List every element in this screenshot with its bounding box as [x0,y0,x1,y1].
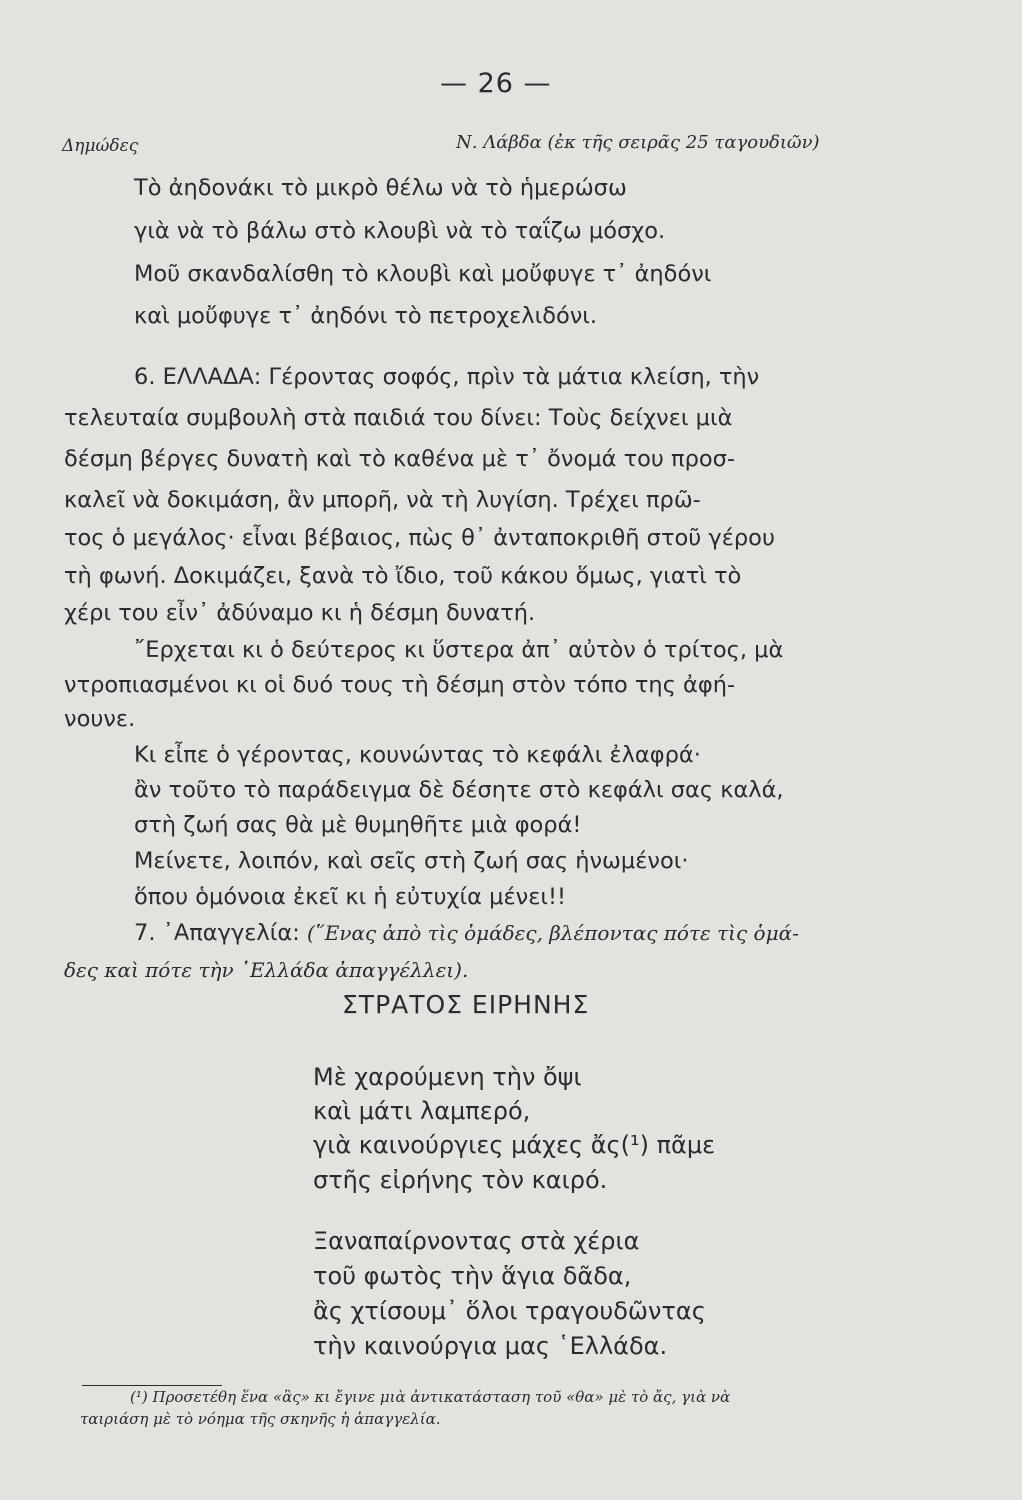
speech-line: ἂν τοῦτο τὸ παράδειγμα δὲ δέσητε στὸ κεφάλι σας καλά, [134,777,784,803]
section6-line: 6. ΕΛΛΑΔΑ: Γέροντας σοφός, πρὶν τὰ μάτια κλείση, τὴν [134,364,760,390]
poem-line: Μὲ χαρούμενη τὴν ὄψι [313,1063,582,1091]
poem-line: ἂς χτίσουμ᾿ ὅλοι τραγουδῶντας [313,1297,706,1325]
section6-line: τὴ φωνή. Δοκιμάζει, ξανὰ τὸ ἴδιο, τοῦ κάκου ὅμως, γιατὶ τὸ [64,563,742,589]
poem-line: καὶ μάτι λαμπερό, [313,1097,531,1125]
poem-title: ΣΤΡΑΤΟΣ ΕΙΡΗΝΗΣ [342,990,590,1019]
section7-note-continued: δες καὶ πότε τὴν ῾Ελλάδα ἀπαγγέλλει). [64,958,469,982]
song-line: γιὰ νὰ τὸ βάλω στὸ κλουβὶ νὰ τὸ ταΐζω μόσχο. [134,218,666,244]
section7-line [134,920,799,946]
section6-line: καλεῖ νὰ δοκιμάση, ἂν μπορῆ, νὰ τὴ λυγίση. Τρέχει πρῶ- [64,487,701,513]
section6-line: νουνε. [64,706,136,732]
song-line: Τὸ ἀηδονάκι τὸ μικρὸ θέλω νὰ τὸ ἡμερώσω [134,175,627,201]
footnote-line: (¹) Προσετέθη ἕνα «ἂς» κι ἔγινε μιὰ ἀντικατάσταση τοῦ «θα» μὲ τὸ ἄς, γιὰ νὰ [130,1388,731,1406]
running-header-left: Δημώδες [62,136,139,156]
speech-line: ὅπου ὁμόνοια ἐκεῖ κι ἡ εὐτυχία μένει!! [134,884,567,910]
section6-line: ῎Ερχεται κι ὁ δεύτερος κι ὕστερα ἀπ᾿ αὐτὸν ὁ τρίτος, μὰ [134,637,784,663]
poem-line: Ξαναπαίρνοντας στὰ χέρια [313,1227,640,1255]
running-header-right: Ν. Λάβδα (ἐκ τῆς σειρᾶς 25 ταγουδιῶν) [456,132,820,153]
song-line: καὶ μοὔφυγε τ᾿ ἀηδόνι τὸ πετροχελιδόνι. [134,303,598,329]
section6-line: τελευταία συμβουλὴ στὰ παιδιά του δίνει: Τοὺς δείχνει μιὰ [64,405,733,431]
section6-line: χέρι του εἶν᾿ ἀδύναμο κι ἡ δέσμη δυνατή. [64,600,536,626]
section7-label: 7. ᾿Απαγγελία: [134,920,300,946]
section6-line: ντροπιασμένοι κι οἱ δυό τους τὴ δέσμη στὸν τόπο της ἀφή- [64,672,736,698]
section7-note: (῞Ενας ἀπὸ τὶς ὁμάδες, βλέποντας πότε τὶς ὁμά- [306,921,799,945]
speech-line: στὴ ζωή σας θὰ μὲ θυμηθῆτε μιὰ φορά! [134,812,582,838]
section6-line: δέσμη βέργες δυνατὴ καὶ τὸ καθένα μὲ τ᾿ ὄνομά του προσ- [64,446,736,472]
footnote-divider [82,1385,222,1386]
speech-line: Κι εἶπε ὁ γέροντας, κουνώντας τὸ κεφάλι ἐλαφρά· [134,742,701,768]
section6-line: τος ὁ μεγάλος· εἶναι βέβαιος, πὼς θ᾿ ἀνταποκριθῆ στοῦ γέρου [64,525,775,551]
poem-line: στῆς εἰρήνης τὸν καιρό. [313,1166,608,1194]
page-number: — 26 — [440,68,552,99]
speech-line: Μείνετε, λοιπόν, καὶ σεῖς στὴ ζωή σας ἡνωμένοι· [134,848,689,874]
poem-line: γιὰ καινούργιες μάχες ἄς(¹) πᾶμε [313,1131,716,1159]
poem-line: τοῦ φωτὸς τὴν ἅγια δᾶδα, [313,1262,632,1290]
footnote-line: ταιριάση μὲ τὸ νόημα τῆς σκηνῆς ἡ ἀπαγγελία. [80,1410,441,1428]
song-line: Μοῦ σκανδαλίσθη τὸ κλουβὶ καὶ μοὔφυγε τ᾿ ἀηδόνι [134,261,712,287]
poem-line: τὴν καινούργια μας ῾Ελλάδα. [313,1332,668,1360]
